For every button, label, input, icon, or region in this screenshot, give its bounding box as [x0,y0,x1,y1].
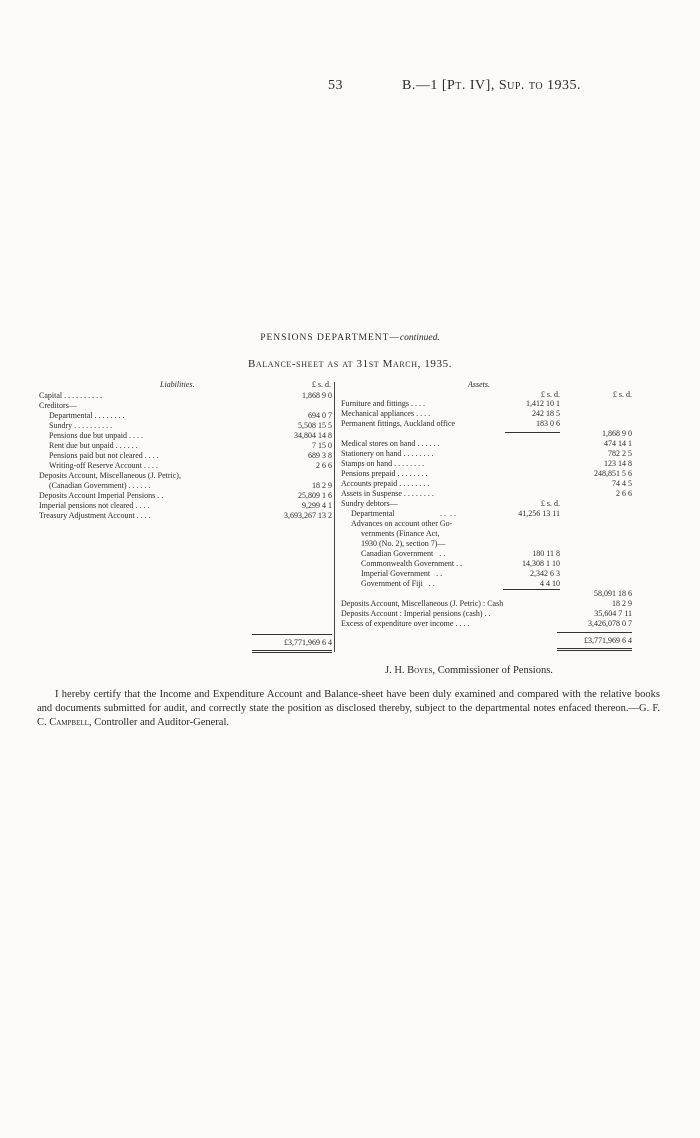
asset-row: Assets in Suspense . . . . . . . . 2 6 6 [341,489,632,498]
liabilities-total-rule [252,634,332,635]
document-reference: B.—1 [Pt. IV], Sup. to 1935. [402,78,582,93]
auditor-role: Controller and Auditor-General. [94,717,229,728]
liability-row: Creditors— [39,401,77,410]
commissioner-name: J. H. Boyes, [385,665,436,676]
liabilities-total: £3,771,969 6 4 [284,638,332,647]
commissioner-signature [385,665,553,676]
liabilities-total-double-rule [252,650,332,651]
fixtures-total: 1,868 9 0 [602,429,632,438]
asset-row: Stationery on hand . . . . . . . . 782 2 5 [341,449,632,458]
asset-row: Accounts prepaid . . . . . . . . 74 4 5 [341,479,632,488]
sundry-subtotal-rule [503,589,560,590]
liability-row: Pensions due but unpaid . . . . 34,804 14 8 [49,431,332,440]
asset-row: Mechanical appliances . . . . 242 18 5 [341,409,560,418]
assets-total-rule [557,632,632,633]
advances-line-1: Advances on account other Go- [351,519,453,528]
liabilities-currency: £ s. d. [311,380,331,389]
assets-total-double-rule-2 [557,650,632,651]
auditor-name: G. F. C. Campbell, [37,703,660,728]
sundry-departmental-dots: . . . . [440,509,456,518]
advances-line-3: 1930 (No. 2), section 7)— [361,539,446,548]
asset-row: Deposits Account : Imperial pensions (cash) . . 35,604 7 11 [341,609,632,618]
government-row: Commonwealth Government . . 14,308 1 10 [361,559,560,568]
liability-row: Writing-off Reserve Account . . . . 2 6 6 [49,461,332,470]
asset-row: Medical stores on hand . . . . . . 474 14 1 [341,439,632,448]
sundry-debtors-total: 58,091 18 6 [594,589,632,598]
government-advances [361,549,560,589]
fixtures-subtotal-rule [505,432,560,433]
liability-row: Sundry . . . . . . . . . . 5,508 15 5 [49,421,332,430]
section-title-continued: continued. [399,333,440,343]
assets-total-double-rule [557,648,632,649]
section-title-main: PENSIONS DEPARTMENT— [260,333,400,343]
asset-row: Deposits Account, Miscellaneous (J. Petric) : Cash 18 2 9 [341,599,632,608]
sundry-currency: £ s. d. [540,499,560,508]
assets-tail-rows [341,599,632,629]
sundry-debtors-label: Sundry debtors— [341,499,398,508]
liabilities-total-double-rule-2 [252,652,332,653]
liability-row: Deposits Account, Miscellaneous (J. Petric), [39,471,181,480]
assets-currency-outer: £ s. d. [612,390,632,399]
asset-row: Excess of expenditure over income . . . . 3,426,078 0 7 [341,619,632,628]
sundry-departmental-amount: 41,256 13 11 [518,509,560,518]
balance-sheet-subtitle: Balance-sheet as at 31st March, 1935. [247,358,453,370]
government-row: Imperial Government . . 2,342 6 3 [361,569,560,578]
liability-row: (Canadian Government) . . . . . . 18 2 9 [49,481,332,490]
assets-rows [341,439,632,499]
section-title [0,333,700,343]
commissioner-role: Commissioner of Pensions. [437,665,553,676]
liability-row: Pensions paid but not cleared . . . . 689 3 8 [49,451,332,460]
asset-row: Pensions prepaid . . . . . . . . 248,851 5 6 [341,469,632,478]
asset-row: Furniture and fittings . . . . 1,412 10 1 [341,399,560,408]
assets-total: £3,771,969 6 4 [584,636,632,645]
liability-row: Departmental . . . . . . . . 694 0 7 [49,411,332,420]
page-number: 53 [328,78,343,93]
advances-line-2: vernments (Finance Act, [361,529,440,538]
sundry-departmental-label: Departmental [351,509,395,518]
liability-row: Capital . . . . . . . . . . 1,868 9 0 [39,391,332,400]
column-divider [334,382,335,652]
government-row: Canadian Government . . 180 11 8 [361,549,560,558]
liability-row: Deposits Account Imperial Pensions . . 25,809 1 6 [39,491,332,500]
asset-row: Stamps on hand . . . . . . . . 123 14 8 [341,459,632,468]
liability-row: Rent due but unpaid . . . . . . 7 15 0 [49,441,332,450]
liability-row: Treasury Adjustment Account . . . . 3,693,267 13 2 [39,511,332,520]
liabilities-heading: Liabilities. [160,380,195,389]
asset-row: Permanent fittings, Auckland office 183 0 6 [341,419,560,428]
liabilities-table [39,391,332,521]
government-row: Government of Fiji . . 4 4 10 [361,579,560,588]
certificate-text: I hereby certify that the Income and Expenditure Account and Balance-sheet have been duly examined and compared with the relative books and documents submitted for audit, and correctly state the position as disclosed thereby, subject to the departmental notes enfaced thereon.— [37,689,660,714]
liability-row: Imperial pensions not cleared . . . . 9,299 4 1 [39,501,332,510]
fixtures-group [341,399,560,429]
audit-certificate [37,688,660,730]
assets-currency-inner: £ s. d. [540,390,560,399]
assets-heading: Assets. [468,380,490,389]
